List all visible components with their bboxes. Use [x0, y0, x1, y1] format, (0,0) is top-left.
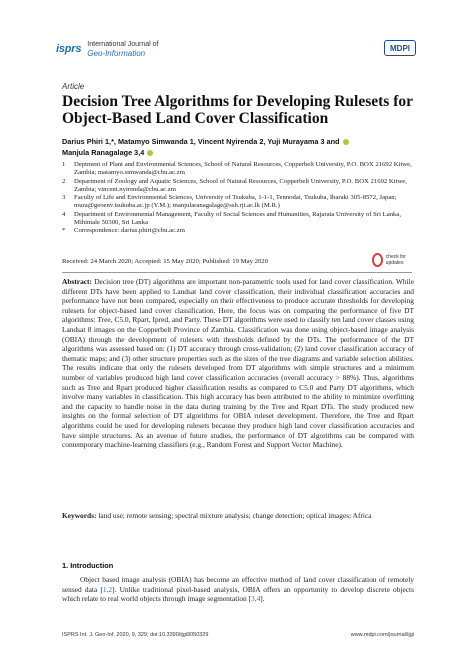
page-footer	[62, 632, 414, 638]
affiliation-number: 4	[62, 210, 66, 218]
affiliation-item	[62, 194, 424, 211]
correspondence	[62, 227, 424, 235]
intro-text-3: ].	[260, 594, 265, 604]
publication-dates: Received: 24 March 2020; Accepted: 15 May 2020; Published: 19 May 2020	[62, 258, 268, 265]
keywords	[62, 511, 414, 521]
affiliation-item	[62, 178, 424, 195]
orcid-icon[interactable]	[343, 139, 349, 145]
abstract-label: Abstract:	[62, 277, 92, 286]
check-updates-label: check for updates	[385, 254, 406, 266]
keywords-label: Keywords:	[62, 511, 97, 520]
authors-line-1: Darius Phiri 1,*, Matamyo Simwanda 1, Vincent Nyirenda 2, Yuji Murayama 3 and	[62, 137, 340, 146]
journal-name	[87, 40, 158, 58]
intro-text-1: Object based image analysis (OBIA) has become an effective method of land cover classification of remotely sensed data [	[62, 575, 414, 594]
journal-name-line2: Geo-Information	[87, 49, 146, 58]
keywords-text: land use; remote sensing; spectral mixture analysis; change detection; optical images; Africa	[98, 511, 372, 520]
footer-citation: ISPRS Int. J. Geo-Inf. 2020, 9, 329; doi:10.3390/ijgi9050329	[62, 632, 209, 638]
divider	[62, 272, 412, 273]
affiliation-number: 2	[62, 177, 66, 185]
abstract	[62, 277, 414, 450]
authors-line-2: Manjula Ranagalage 3,4	[62, 148, 145, 157]
author-list	[62, 136, 422, 158]
footer-url[interactable]: www.mdpi.com/journal/ijgi	[350, 632, 414, 638]
citation-link[interactable]: 1,2	[102, 584, 113, 594]
check-updates-icon	[372, 253, 383, 267]
affiliation-text: Deptment of Plant and Environmental Sciences, School of Natural Resources, Copperbelt University, P.O. BOX 21692 Kitwe, Zambia; matamyo.simwanda@cbu.ac.zm	[74, 161, 412, 177]
affiliation-text: Department of Zoology and Aquatic Sciences, School of Natural Resources, Copperbelt University, P.O. BOX 21692 Kitwe, Zambia; vincent.nyirenda@cbu.ac.zm	[74, 177, 407, 193]
orcid-icon[interactable]	[147, 150, 153, 156]
affiliation-item	[62, 211, 424, 228]
citation-link[interactable]: 3,4	[251, 594, 261, 604]
affiliation-number: 3	[62, 194, 66, 202]
correspondence-text: Correspondence: darius.phiri@cbu.ac.zm	[74, 227, 185, 235]
affiliation-item	[62, 161, 424, 178]
affiliation-text: Department of Environmental Management, Faculty of Social Sciences and Humanities, Rajarata University of Sri Lanka, Mihintale 50300, Sri Lanka	[74, 210, 402, 227]
section-heading: 1. Introduction	[62, 561, 114, 570]
affiliation-number: 1	[62, 161, 66, 168]
introduction-paragraph	[62, 575, 414, 604]
article-type: Article	[62, 82, 85, 91]
affiliation-number: *	[62, 227, 66, 235]
isprs-logo: isprs	[56, 43, 82, 55]
paper-title: Decision Tree Algorithms for Developing Rulesets for Object-Based Land Cover Classification	[62, 93, 413, 127]
journal-name-line1: International Journal of	[87, 41, 159, 48]
abstract-text: Decision tree (DT) algorithms are important non-parametric tools used for land cover classification. While different DTs have been applied to Landsat land cover classification, their individual classification accuracies and performance have not been compared, especially on their effectiveness to produce accurate thresholds for developing rulesets for object-based land cover classification. Here, the focus was on comparing the performance of five DT algorithms: Tree, C5.0, Rpart, Ipred, and Party. These DT algorithms were used to classify ten land cover classes using Landsat 8 images on the Copperbelt Province of Zambia. Classification was done using object-based image analysis (OBIA) through the development of rulesets with thresholds defined by the DTs. The performance of the DT algorithms was assessed based on: (1) DT accuracy through cross-validation; (2) land cover classification accuracy of thematic maps; and (3) other structure properties such as the sizes of the tree diagrams and variable selection abilities. The results indicate that only the rulesets developed from DT algorithms with simple structures and a minimum number of variables produced high land cover classification accuracies (overall accuracy > 88%). Thus, algorithms such as Tree and Rpart produced higher classification results as compared to C5.0 and Party DT algorithms, which involve many variables in classification. This high accuracy has been attributed to the ability to minimize overfitting and the capacity to handle noise in the data during training by the Tree and Rpart DTs. The study produced new insights on the formal selection of DT algorithms for OBIA ruleset development. Therefore, the Tree and Rpart algorithms could be used for developing rulesets because they produce high land cover classification accuracies and have simple structures. As an avenue of future studies, the performance of DT algorithms can be compared with contemporary machine-learning classifiers (e.g., Random Forest and Support Vector Machine).	[62, 277, 414, 450]
affiliations	[62, 161, 424, 236]
check-for-updates-badge[interactable]	[372, 251, 412, 269]
journal-logo	[56, 40, 159, 58]
affiliation-text: Faculty of Life and Environmental Sciences, University of Tsukuba, 1-1-1, Tennodai, Tsukuba, Ibaraki 305-8572, Japan; mura@geoenv.tsukuba.ac.jp (Y.M.); manjularanagalage@ssh.rjt.ac.lk (M.R.)	[74, 194, 397, 210]
mdpi-logo: MDPI	[384, 40, 416, 56]
intro-text-2: ]. Unlike traditional pixel-based analysis, OBIA offers an opportunity to develop discrete objects which relate to real world objects through image segmentation [	[62, 584, 414, 604]
